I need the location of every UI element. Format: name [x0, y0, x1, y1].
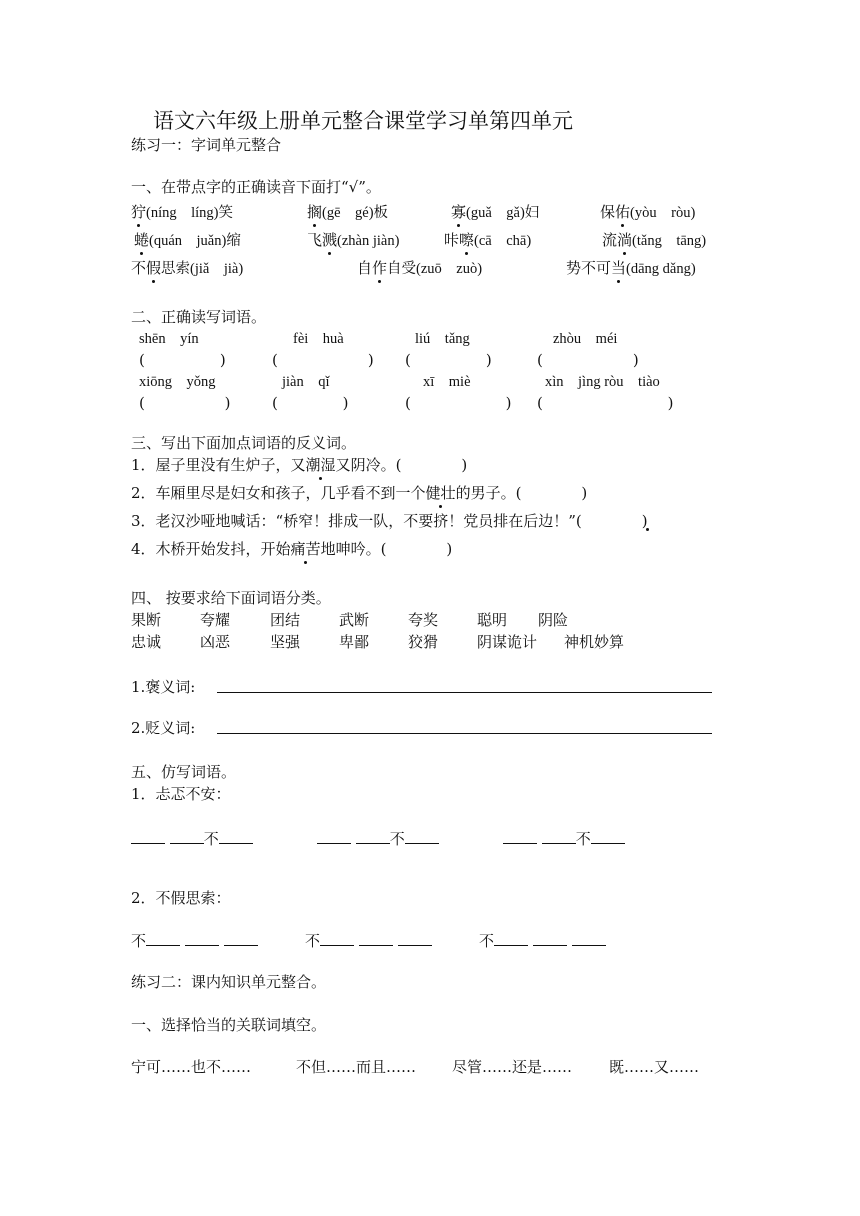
word-item: 坚强 [270, 633, 301, 651]
word-item: 阴险 [538, 611, 569, 629]
answer-bracket[interactable]: ( ) [405, 351, 492, 369]
pinyin-prompt: zhòu méi [553, 331, 618, 347]
exercise-1-heading: 练习一：字词单元整合 [131, 136, 282, 154]
page-title: 语文六年级上册单元整合课堂学习单第四单元 [153, 109, 573, 133]
exercise-2-heading: 练习二：课内知识单元整合。 [131, 973, 327, 991]
word-item: 阴谋诡计 [477, 633, 538, 651]
pron-item: 自作自受(zuō zuò) [357, 259, 483, 277]
answer-bracket[interactable]: ( ) [139, 394, 231, 412]
word-item: 果断 [131, 611, 162, 629]
antonym-question: 1．屋子里没有生炉子，又潮湿又阴冷。( ) [131, 456, 468, 474]
imitate-blank[interactable]: 不 [131, 930, 258, 951]
pinyin-prompt: shēn yín [139, 331, 199, 347]
section-2-heading: 二、正确读写词语。 [131, 308, 267, 326]
derogatory-answer-line[interactable] [217, 718, 712, 739]
answer-bracket[interactable]: ( ) [405, 394, 512, 412]
imitate-q1: 1．忐忑不安： [131, 785, 231, 803]
pinyin-prompt: fèi huà [293, 331, 344, 347]
pinyin-prompt: xiōng yǒng [139, 374, 216, 390]
pron-item: 保佑(yòu ròu) [600, 203, 696, 221]
pinyin-prompt: jiàn qǐ [282, 374, 330, 390]
ex2-section-1-heading: 一、选择恰当的关联词填空。 [131, 1016, 327, 1034]
answer-bracket[interactable]: ( ) [272, 394, 349, 412]
pron-item: 飞溅(zhàn jiàn) [307, 231, 400, 249]
pron-item: 寡(guǎ gǎ)妇 [451, 203, 540, 221]
antonym-question: 4．木桥开始发抖，开始痛苦地呻吟。( ) [131, 540, 453, 558]
section-3-heading: 三、写出下面加点词语的反义词。 [131, 434, 357, 452]
imitate-blank[interactable]: 不 [479, 930, 606, 951]
word-item: 夸耀 [200, 611, 231, 629]
word-item: 聪明 [477, 611, 508, 629]
imitate-blank[interactable]: 不 [503, 828, 625, 849]
imitate-blank[interactable]: 不 [305, 930, 432, 951]
imitate-blank[interactable]: 不 [131, 828, 253, 849]
section-1-heading: 一、在带点字的正确读音下面打“√”。 [131, 178, 381, 196]
word-item: 夸奖 [408, 611, 439, 629]
imitate-blank[interactable]: 不 [317, 828, 439, 849]
conjunction-option: 宁可……也不…… [131, 1058, 252, 1076]
derogatory-label: 2.贬义词: [131, 719, 196, 737]
answer-bracket[interactable]: ( ) [139, 351, 226, 369]
antonym-question: 2．车厢里尽是妇女和孩子，几乎看不到一个健壮的男子。( ) [131, 484, 588, 502]
word-item: 神机妙算 [564, 633, 625, 651]
section-4-heading: 四、 按要求给下面词语分类。 [131, 589, 331, 607]
pron-item: 势不可当(dāng dǎng) [566, 259, 696, 277]
pron-item: 咔嚓(cā chā) [444, 231, 532, 249]
answer-bracket[interactable]: ( ) [272, 351, 374, 369]
word-item: 忠诚 [131, 633, 162, 651]
word-item: 团结 [270, 611, 301, 629]
section-5-heading: 五、仿写词语。 [131, 763, 237, 781]
answer-bracket[interactable]: ( ) [537, 351, 639, 369]
antonym-question: 3．老汉沙哑地喊话：“桥窄！排成一队，不要挤！党员排在后边！”( ) [131, 512, 648, 530]
conjunction-option: 不但……而且…… [296, 1058, 417, 1076]
praise-answer-line[interactable] [217, 677, 712, 698]
conjunction-option: 既……又…… [609, 1058, 700, 1076]
word-item: 狡猾 [408, 633, 439, 651]
word-item: 凶恶 [200, 633, 231, 651]
word-item: 卑鄙 [339, 633, 370, 651]
word-item: 武断 [339, 611, 370, 629]
conjunction-option: 尽管……还是…… [452, 1058, 573, 1076]
praise-label: 1.褒义词: [131, 678, 196, 696]
answer-bracket[interactable]: ( ) [537, 394, 674, 412]
pron-item: 流淌(tǎng tāng) [602, 231, 707, 249]
pron-item: 蜷(quán juǎn)缩 [134, 231, 241, 249]
imitate-q2: 2．不假思索： [131, 889, 231, 907]
pinyin-prompt: liú tǎng [415, 331, 470, 347]
pron-item: 不假思索(jiǎ jià) [131, 259, 244, 277]
pinyin-prompt: xī miè [423, 374, 471, 390]
pron-item: 狞(níng líng)笑 [131, 203, 234, 221]
pron-item: 搁(gē gé)板 [307, 203, 389, 221]
pinyin-prompt: xìn jìng ròu tiào [545, 374, 660, 390]
